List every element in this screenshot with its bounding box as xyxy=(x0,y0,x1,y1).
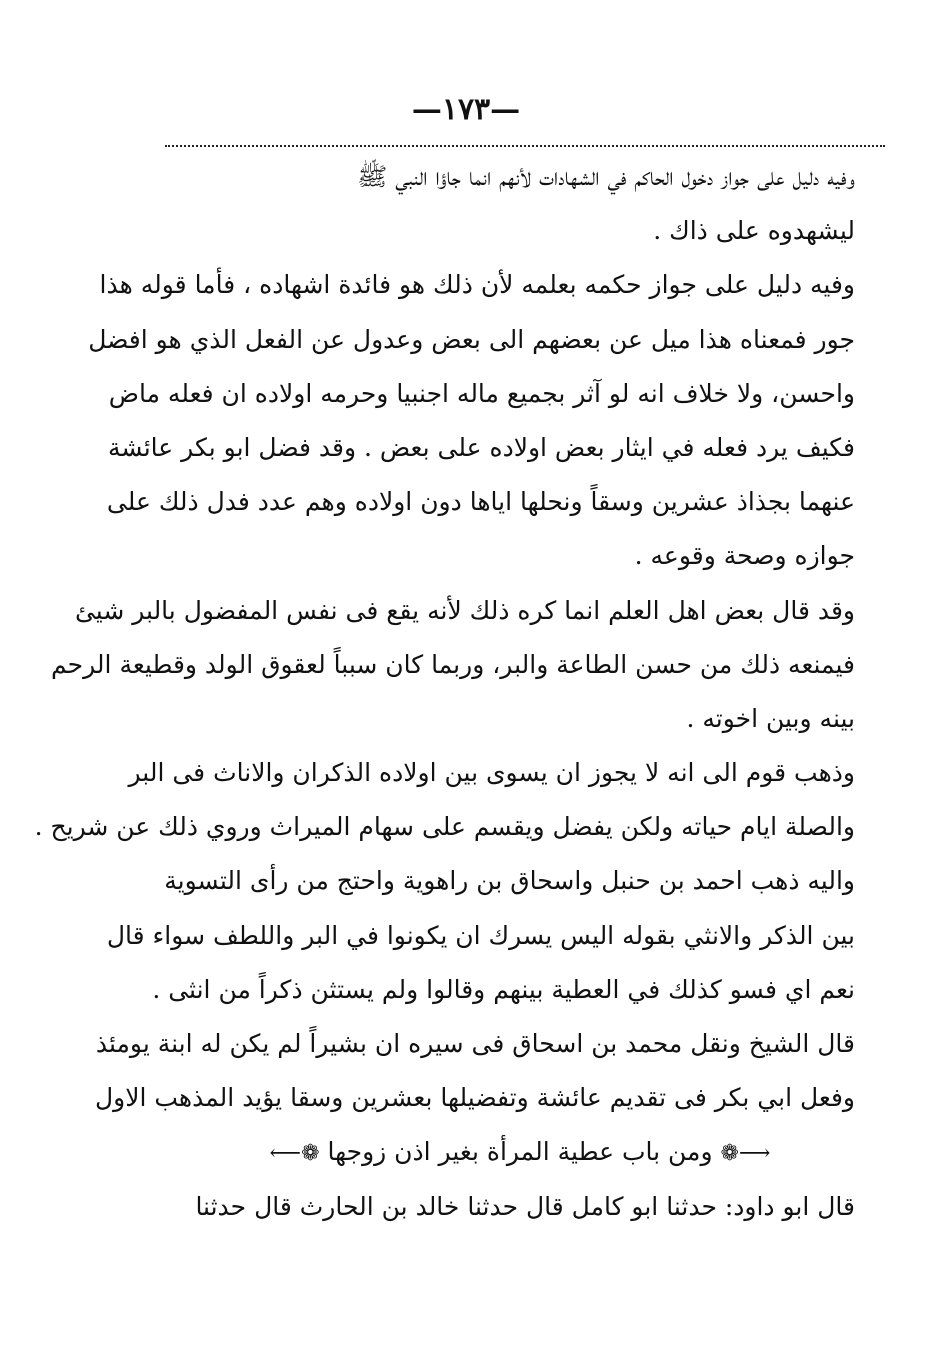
text-line: قال الشيخ ونقل محمد بن اسحاق فى سيره ان بشيراً لم يكن له ابنة يومئذ xyxy=(95,1029,855,1058)
text-line: جور فمعناه هذا ميل عن بعضهم الى بعض وعدول عن الفعل الذي هو افضل xyxy=(88,324,855,354)
page-number: —١٧٣— xyxy=(411,92,521,127)
text-line: بين الذكر والانثي بقوله اليس يسرك ان يكونوا في البر واللطف سواء قال xyxy=(106,920,855,950)
text-line: جوازه وصحة وقوعه . xyxy=(634,541,855,571)
text-line: فكيف يرد فعله في ايثار بعض اولاده على بعض . وقد فضل ابو بكر عائشة xyxy=(108,432,855,462)
ornament-right-icon: ⟶❁ xyxy=(720,1141,771,1167)
text-line: نعم اي فسو كذلك في العطية بينهم وقالوا ولم يستثن ذكراً من انثى . xyxy=(152,974,855,1004)
ornament-left-icon: ❁⟵ xyxy=(269,1141,320,1167)
text-line: قال ابو داود: حدثنا ابو كامل قال حدثنا خالد بن الحارث قال حدثنا xyxy=(195,1191,855,1221)
text-line: وفيه دليل على جواز حكمه بعلمه لأن ذلك هو فائدة اشهاده ، فأما قوله هذا xyxy=(99,270,855,300)
section-heading-text: ومن باب عطية المرأة بغير اذن زوجها xyxy=(327,1137,713,1167)
body-text xyxy=(34,150,855,1234)
text-line: بينه وبين اخوته . xyxy=(686,703,855,733)
text-line: واحسن، ولا خلاف انه لو آثر بجميع ماله اجنبيا وحرمه اولاده ان فعله ماض xyxy=(108,378,855,408)
text-line: والصلة ايام حياته ولكن يفضل ويقسم على سهام الميراث وروي ذلك عن شريح . xyxy=(34,812,855,842)
text-line: وذهب قوم الى انه لا يجوز ان يسوى بين اولاده الذكران والاناث فى البر xyxy=(128,758,855,788)
text-line: وفعل ابي بكر فى تقديم عائشة وتفضيلها بعشرين وسقا يؤيد المذهب الاول xyxy=(94,1083,855,1113)
header-divider xyxy=(165,145,885,147)
text-line: وفيه دليل على جواز دخول الحاكم في الشهادات لأنهم انما جاؤا النبي ﷺ xyxy=(357,162,855,191)
text-line: وقد قال بعض اهل العلم انما كره ذلك لأنه يقع فى نفس المفضول بالبر شيئ xyxy=(74,595,855,625)
text-line: عنهما بجذاذ عشرين وسقاً ونحلها اياها دون اولاده وهم عدد فدل ذلك على xyxy=(106,487,855,517)
text-line: فيمنعه ذلك من حسن الطاعة والبر، وربما كان سبباً لعقوق الولد وقطيعة الرحم xyxy=(51,649,855,679)
text-line: ليشهدوه على ذاك . xyxy=(653,216,855,246)
text-line: واليه ذهب احمد بن حنبل واسحاق بن راهوية واحتج من رأى التسوية xyxy=(164,866,855,896)
section-heading xyxy=(185,1125,855,1179)
